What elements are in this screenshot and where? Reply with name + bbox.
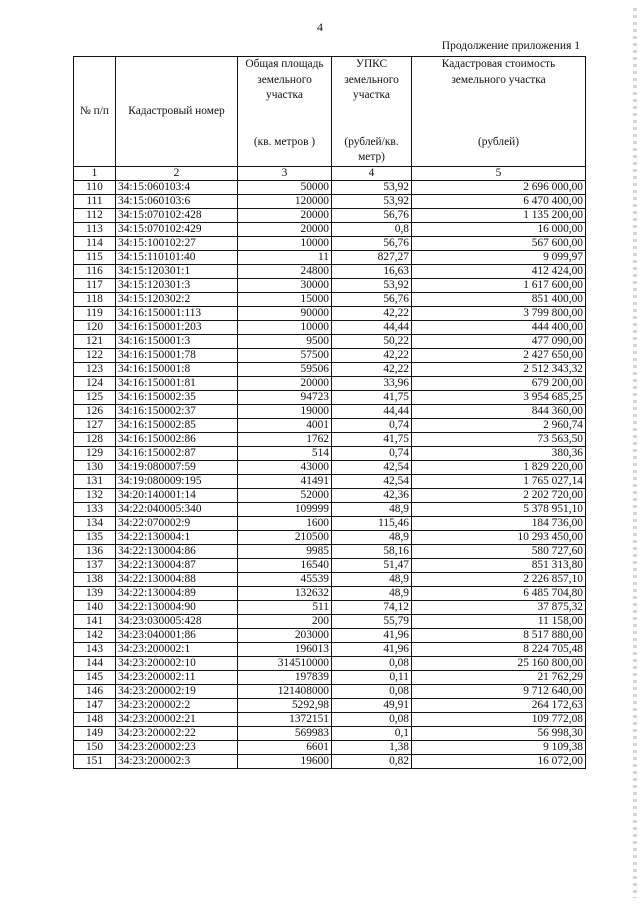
header-total-area [238, 57, 332, 167]
header-total-area-line-1: Общая площадь [245, 58, 324, 70]
cadastral-value-cell: 477 090,00 [412, 334, 586, 348]
table-row [74, 754, 586, 768]
cadastral-number-cell: 34:15:100102:27 [116, 236, 238, 250]
row-number-cell: 151 [74, 754, 116, 768]
cadastral-value-cell: 25 160 800,00 [412, 656, 586, 670]
table-row [74, 306, 586, 320]
row-number-cell: 112 [74, 208, 116, 222]
cadastral-value-cell: 380,36 [412, 446, 586, 460]
cadastral-value-cell: 2 427 650,00 [412, 348, 586, 362]
table-body [74, 166, 586, 768]
table-row [74, 614, 586, 628]
cadastral-value-cell: 8 517 880,00 [412, 628, 586, 642]
area-cell: 197839 [238, 670, 332, 684]
table-row [74, 572, 586, 586]
cadastral-number-cell: 34:23:200002:2 [116, 698, 238, 712]
row-number-cell: 116 [74, 264, 116, 278]
upks-cell: 56,76 [332, 208, 412, 222]
upks-cell: 0,08 [332, 684, 412, 698]
cadastral-number-cell: 34:19:080007:59 [116, 460, 238, 474]
cadastral-number-cell: 34:22:130004:87 [116, 558, 238, 572]
column-number: 1 [74, 166, 116, 180]
area-cell: 19000 [238, 404, 332, 418]
cadastral-number-cell: 34:22:130004:86 [116, 544, 238, 558]
header-upks-line-1: УПКС [355, 58, 388, 70]
row-number-cell: 132 [74, 488, 116, 502]
area-cell: 50000 [238, 180, 332, 194]
cadastral-number-cell: 34:22:040005:340 [116, 502, 238, 516]
cadastral-number-cell: 34:16:150001:81 [116, 376, 238, 390]
upks-cell: 0,8 [332, 222, 412, 236]
area-cell: 30000 [238, 278, 332, 292]
upks-cell: 16,63 [332, 264, 412, 278]
header-spacer [240, 119, 329, 135]
upks-cell: 0,08 [332, 712, 412, 726]
area-cell: 1600 [238, 516, 332, 530]
area-cell: 52000 [238, 488, 332, 502]
area-cell: 511 [238, 600, 332, 614]
area-cell: 109999 [238, 502, 332, 516]
row-number-cell: 150 [74, 740, 116, 754]
column-number: 4 [332, 166, 412, 180]
cadastral-number-cell: 34:16:150001:78 [116, 348, 238, 362]
upks-cell: 42,36 [332, 488, 412, 502]
row-number-cell: 141 [74, 614, 116, 628]
row-number-cell: 131 [74, 474, 116, 488]
upks-cell: 42,54 [332, 460, 412, 474]
cadastral-number-cell: 34:15:060103:6 [116, 194, 238, 208]
area-cell: 314510000 [238, 656, 332, 670]
header-row-number: № п/п [74, 57, 116, 167]
cadastral-value-cell: 6 470 400,00 [412, 194, 586, 208]
table-row [74, 376, 586, 390]
row-number-cell: 145 [74, 670, 116, 684]
row-number-cell: 127 [74, 418, 116, 432]
row-number-cell: 128 [74, 432, 116, 446]
table-row [74, 600, 586, 614]
area-cell: 9985 [238, 544, 332, 558]
table-row [74, 362, 586, 376]
area-cell: 15000 [238, 292, 332, 306]
upks-cell: 42,22 [332, 348, 412, 362]
cadastral-number-cell: 34:20:140001:14 [116, 488, 238, 502]
area-cell: 59506 [238, 362, 332, 376]
table-row [74, 516, 586, 530]
upks-cell: 48,9 [332, 530, 412, 544]
cadastral-number-cell: 34:23:200002:21 [116, 712, 238, 726]
cadastral-number-cell: 34:16:150001:113 [116, 306, 238, 320]
upks-cell: 42,22 [332, 362, 412, 376]
table-row [74, 544, 586, 558]
header-spacer [414, 119, 583, 135]
header-cadastral-number: Кадастровый номер [116, 57, 238, 167]
row-number-cell: 110 [74, 180, 116, 194]
upks-cell: 0,74 [332, 446, 412, 460]
upks-cell: 41,96 [332, 628, 412, 642]
row-number-cell: 144 [74, 656, 116, 670]
area-cell: 210500 [238, 530, 332, 544]
header-cadastral-value-unit: (рублей) [477, 135, 520, 148]
table-row [74, 320, 586, 334]
table-row [74, 236, 586, 250]
area-cell: 11 [238, 250, 332, 264]
row-number-cell: 133 [74, 502, 116, 516]
table-row [74, 348, 586, 362]
table-row [74, 642, 586, 656]
area-cell: 121408000 [238, 684, 332, 698]
row-number-cell: 126 [74, 404, 116, 418]
row-number-cell: 147 [74, 698, 116, 712]
upks-cell: 41,96 [332, 642, 412, 656]
table-row [74, 250, 586, 264]
header-upks-line-2: земельного [344, 73, 399, 86]
upks-cell: 41,75 [332, 432, 412, 446]
row-number-cell: 134 [74, 516, 116, 530]
cadastral-number-cell: 34:15:070102:429 [116, 222, 238, 236]
row-number-cell: 138 [74, 572, 116, 586]
cadastral-value-cell: 851 313,80 [412, 558, 586, 572]
cadastral-value-cell: 567 600,00 [412, 236, 586, 250]
continuation-label: Продолжение приложения 1 [441, 40, 580, 52]
cadastral-number-cell: 34:22:070002:9 [116, 516, 238, 530]
row-number-cell: 140 [74, 600, 116, 614]
header-spacer [414, 88, 583, 104]
area-cell: 45539 [238, 572, 332, 586]
cadastral-number-cell: 34:16:150002:87 [116, 446, 238, 460]
cadastral-value-cell: 21 762,29 [412, 670, 586, 684]
row-number-cell: 130 [74, 460, 116, 474]
row-number-cell: 118 [74, 292, 116, 306]
cadastral-value-cell: 2 696 000,00 [412, 180, 586, 194]
area-cell: 19600 [238, 754, 332, 768]
area-cell: 10000 [238, 236, 332, 250]
cadastral-value-cell: 56 998,30 [412, 726, 586, 740]
header-spacer [334, 119, 409, 135]
cadastral-number-cell: 34:22:130004:90 [116, 600, 238, 614]
cadastral-number-cell: 34:16:150002:85 [116, 418, 238, 432]
row-number-cell: 111 [74, 194, 116, 208]
area-cell: 1762 [238, 432, 332, 446]
header-spacer [414, 104, 583, 120]
area-cell: 9500 [238, 334, 332, 348]
row-number-cell: 129 [74, 446, 116, 460]
area-cell: 514 [238, 446, 332, 460]
row-number-cell: 135 [74, 530, 116, 544]
cadastral-value-cell: 412 424,00 [412, 264, 586, 278]
cadastral-value-cell: 444 400,00 [412, 320, 586, 334]
area-cell: 200 [238, 614, 332, 628]
upks-cell: 44,44 [332, 320, 412, 334]
upks-cell: 115,46 [332, 516, 412, 530]
row-number-cell: 125 [74, 390, 116, 404]
cadastral-value-cell: 851 400,00 [412, 292, 586, 306]
table-row [74, 502, 586, 516]
area-cell: 90000 [238, 306, 332, 320]
cadastral-value-cell: 1 765 027,14 [412, 474, 586, 488]
cadastral-number-cell: 34:16:150002:35 [116, 390, 238, 404]
cadastral-number-cell: 34:23:030005:428 [116, 614, 238, 628]
area-cell: 120000 [238, 194, 332, 208]
table-row [74, 670, 586, 684]
row-number-cell: 122 [74, 348, 116, 362]
area-cell: 1372151 [238, 712, 332, 726]
cadastral-value-cell: 184 736,00 [412, 516, 586, 530]
area-cell: 569983 [238, 726, 332, 740]
upks-cell: 48,9 [332, 502, 412, 516]
row-number-cell: 143 [74, 642, 116, 656]
area-cell: 57500 [238, 348, 332, 362]
row-number-cell: 139 [74, 586, 116, 600]
header-spacer [334, 104, 409, 120]
table-row [74, 404, 586, 418]
cadastral-number-cell: 34:16:150001:203 [116, 320, 238, 334]
cadastral-number-cell: 34:15:120302:2 [116, 292, 238, 306]
upks-cell: 56,76 [332, 236, 412, 250]
table-row [74, 488, 586, 502]
cadastral-value-cell: 10 293 450,00 [412, 530, 586, 544]
header-cadastral-value-line-2: земельного участка [451, 73, 546, 86]
area-cell: 94723 [238, 390, 332, 404]
cadastral-value-cell: 8 224 705,48 [412, 642, 586, 656]
page-number: 4 [317, 20, 323, 34]
upks-cell: 53,92 [332, 180, 412, 194]
cadastral-number-cell: 34:23:200002:3 [116, 754, 238, 768]
cadastral-value-cell: 1 829 220,00 [412, 460, 586, 474]
table-row [74, 474, 586, 488]
header-upks [332, 57, 412, 167]
table-row [74, 264, 586, 278]
cadastral-value-cell: 16 000,00 [412, 222, 586, 236]
area-cell: 203000 [238, 628, 332, 642]
cadastral-number-cell: 34:16:150002:86 [116, 432, 238, 446]
header-total-area-unit: (кв. метров ) [253, 135, 316, 148]
cadastral-value-cell: 679 200,00 [412, 376, 586, 390]
cadastral-value-cell: 2 960,74 [412, 418, 586, 432]
upks-cell: 0,11 [332, 670, 412, 684]
area-cell: 20000 [238, 208, 332, 222]
row-number-cell: 117 [74, 278, 116, 292]
header-upks-unit-line-2: метр) [358, 151, 385, 163]
table-row [74, 278, 586, 292]
table-row [74, 656, 586, 670]
table-row [74, 208, 586, 222]
upks-cell: 42,22 [332, 306, 412, 320]
cadastral-number-cell: 34:23:200002:23 [116, 740, 238, 754]
table-row [74, 740, 586, 754]
upks-cell: 74,12 [332, 600, 412, 614]
upks-cell: 827,27 [332, 250, 412, 264]
row-number-cell: 113 [74, 222, 116, 236]
scan-edge-strip [633, 8, 637, 898]
cadastral-value-cell: 73 563,50 [412, 432, 586, 446]
cadastral-value-cell: 1 135 200,00 [412, 208, 586, 222]
header-total-area-line-2: земельного [257, 73, 312, 86]
table-row [74, 432, 586, 446]
cadastral-value-cell: 1 617 600,00 [412, 278, 586, 292]
cadastral-number-cell: 34:23:200002:22 [116, 726, 238, 740]
cadastral-number-cell: 34:15:110101:40 [116, 250, 238, 264]
row-number-cell: 137 [74, 558, 116, 572]
upks-cell: 55,79 [332, 614, 412, 628]
header-upks-line-3: участка [353, 89, 390, 101]
row-number-cell: 114 [74, 236, 116, 250]
cadastral-value-cell: 580 727,60 [412, 544, 586, 558]
area-cell: 4001 [238, 418, 332, 432]
upks-cell: 53,92 [332, 194, 412, 208]
cadastral-value-cell: 3 799 800,00 [412, 306, 586, 320]
upks-cell: 33,96 [332, 376, 412, 390]
upks-cell: 51,47 [332, 558, 412, 572]
table-row [74, 446, 586, 460]
cadastral-number-cell: 34:15:060103:4 [116, 180, 238, 194]
cadastral-number-cell: 34:22:130004:88 [116, 572, 238, 586]
cadastral-value-cell: 9 099,97 [412, 250, 586, 264]
table-row [74, 390, 586, 404]
upks-cell: 1,38 [332, 740, 412, 754]
header-total-area-line-3: участка [266, 89, 303, 101]
cadastral-number-cell: 34:15:120301:3 [116, 278, 238, 292]
table-row [74, 460, 586, 474]
cadastral-number-cell: 34:22:130004:89 [116, 586, 238, 600]
cadastral-number-cell: 34:16:150002:37 [116, 404, 238, 418]
table-row [74, 558, 586, 572]
cadastral-number-cell: 34:23:200002:1 [116, 642, 238, 656]
cadastral-value-cell: 37 875,32 [412, 600, 586, 614]
table-row [74, 180, 586, 194]
cadastral-value-cell: 3 954 685,25 [412, 390, 586, 404]
column-number-row [74, 166, 586, 180]
upks-cell: 0,1 [332, 726, 412, 740]
cadastral-value-cell: 2 512 343,32 [412, 362, 586, 376]
row-number-cell: 148 [74, 712, 116, 726]
upks-cell: 53,92 [332, 278, 412, 292]
table-row [74, 698, 586, 712]
table-row [74, 586, 586, 600]
upks-cell: 56,76 [332, 292, 412, 306]
cadastral-value-cell: 11 158,00 [412, 614, 586, 628]
upks-cell: 0,74 [332, 418, 412, 432]
upks-cell: 50,22 [332, 334, 412, 348]
table-row [74, 530, 586, 544]
cadastral-value-table [73, 56, 586, 769]
table-header [74, 57, 586, 167]
cadastral-value-cell: 5 378 951,10 [412, 502, 586, 516]
table-row [74, 726, 586, 740]
area-cell: 5292,98 [238, 698, 332, 712]
cadastral-number-cell: 34:15:070102:428 [116, 208, 238, 222]
row-number-cell: 120 [74, 320, 116, 334]
column-number: 2 [116, 166, 238, 180]
area-cell: 196013 [238, 642, 332, 656]
table-row [74, 628, 586, 642]
header-cadastral-value [412, 57, 586, 167]
header-row [74, 57, 586, 167]
row-number-cell: 124 [74, 376, 116, 390]
cadastral-number-cell: 34:15:120301:1 [116, 264, 238, 278]
row-number-cell: 146 [74, 684, 116, 698]
area-cell: 16540 [238, 558, 332, 572]
cadastral-value-cell: 264 172,63 [412, 698, 586, 712]
area-cell: 20000 [238, 376, 332, 390]
row-number-cell: 121 [74, 334, 116, 348]
header-upks-unit-line-1: (рублей/кв. [344, 135, 399, 148]
cadastral-number-cell: 34:16:150001:3 [116, 334, 238, 348]
upks-cell: 0,08 [332, 656, 412, 670]
header-spacer [240, 104, 329, 120]
column-number: 5 [412, 166, 586, 180]
cadastral-number-cell: 34:22:130004:1 [116, 530, 238, 544]
cadastral-number-cell: 34:23:200002:10 [116, 656, 238, 670]
upks-cell: 44,44 [332, 404, 412, 418]
area-cell: 20000 [238, 222, 332, 236]
cadastral-number-cell: 34:23:200002:19 [116, 684, 238, 698]
cadastral-number-cell: 34:16:150001:8 [116, 362, 238, 376]
header-cadastral-value-line-1: Кадастровая стоимость [441, 58, 556, 70]
column-number: 3 [238, 166, 332, 180]
area-cell: 10000 [238, 320, 332, 334]
table-row [74, 684, 586, 698]
table-row [74, 222, 586, 236]
area-cell: 41491 [238, 474, 332, 488]
table-row [74, 194, 586, 208]
upks-cell: 41,75 [332, 390, 412, 404]
cadastral-number-cell: 34:23:040001:86 [116, 628, 238, 642]
cadastral-value-cell: 2 202 720,00 [412, 488, 586, 502]
row-number-cell: 149 [74, 726, 116, 740]
table-row [74, 292, 586, 306]
cadastral-value-cell: 6 485 704,80 [412, 586, 586, 600]
area-cell: 132632 [238, 586, 332, 600]
cadastral-value-cell: 2 226 857,10 [412, 572, 586, 586]
upks-cell: 48,9 [332, 586, 412, 600]
upks-cell: 49,91 [332, 698, 412, 712]
table-row [74, 712, 586, 726]
row-number-cell: 115 [74, 250, 116, 264]
cadastral-number-cell: 34:23:200002:11 [116, 670, 238, 684]
cadastral-number-cell: 34:19:080009:195 [116, 474, 238, 488]
upks-cell: 0,82 [332, 754, 412, 768]
cadastral-value-cell: 109 772,08 [412, 712, 586, 726]
row-number-cell: 119 [74, 306, 116, 320]
upks-cell: 42,54 [332, 474, 412, 488]
area-cell: 43000 [238, 460, 332, 474]
cadastral-value-cell: 9 109,38 [412, 740, 586, 754]
cadastral-value-cell: 844 360,00 [412, 404, 586, 418]
area-cell: 24800 [238, 264, 332, 278]
row-number-cell: 123 [74, 362, 116, 376]
area-cell: 6601 [238, 740, 332, 754]
table-row [74, 334, 586, 348]
row-number-cell: 136 [74, 544, 116, 558]
upks-cell: 58,16 [332, 544, 412, 558]
cadastral-value-cell: 16 072,00 [412, 754, 586, 768]
cadastral-value-cell: 9 712 640,00 [412, 684, 586, 698]
table-row [74, 418, 586, 432]
row-number-cell: 142 [74, 628, 116, 642]
upks-cell: 48,9 [332, 572, 412, 586]
